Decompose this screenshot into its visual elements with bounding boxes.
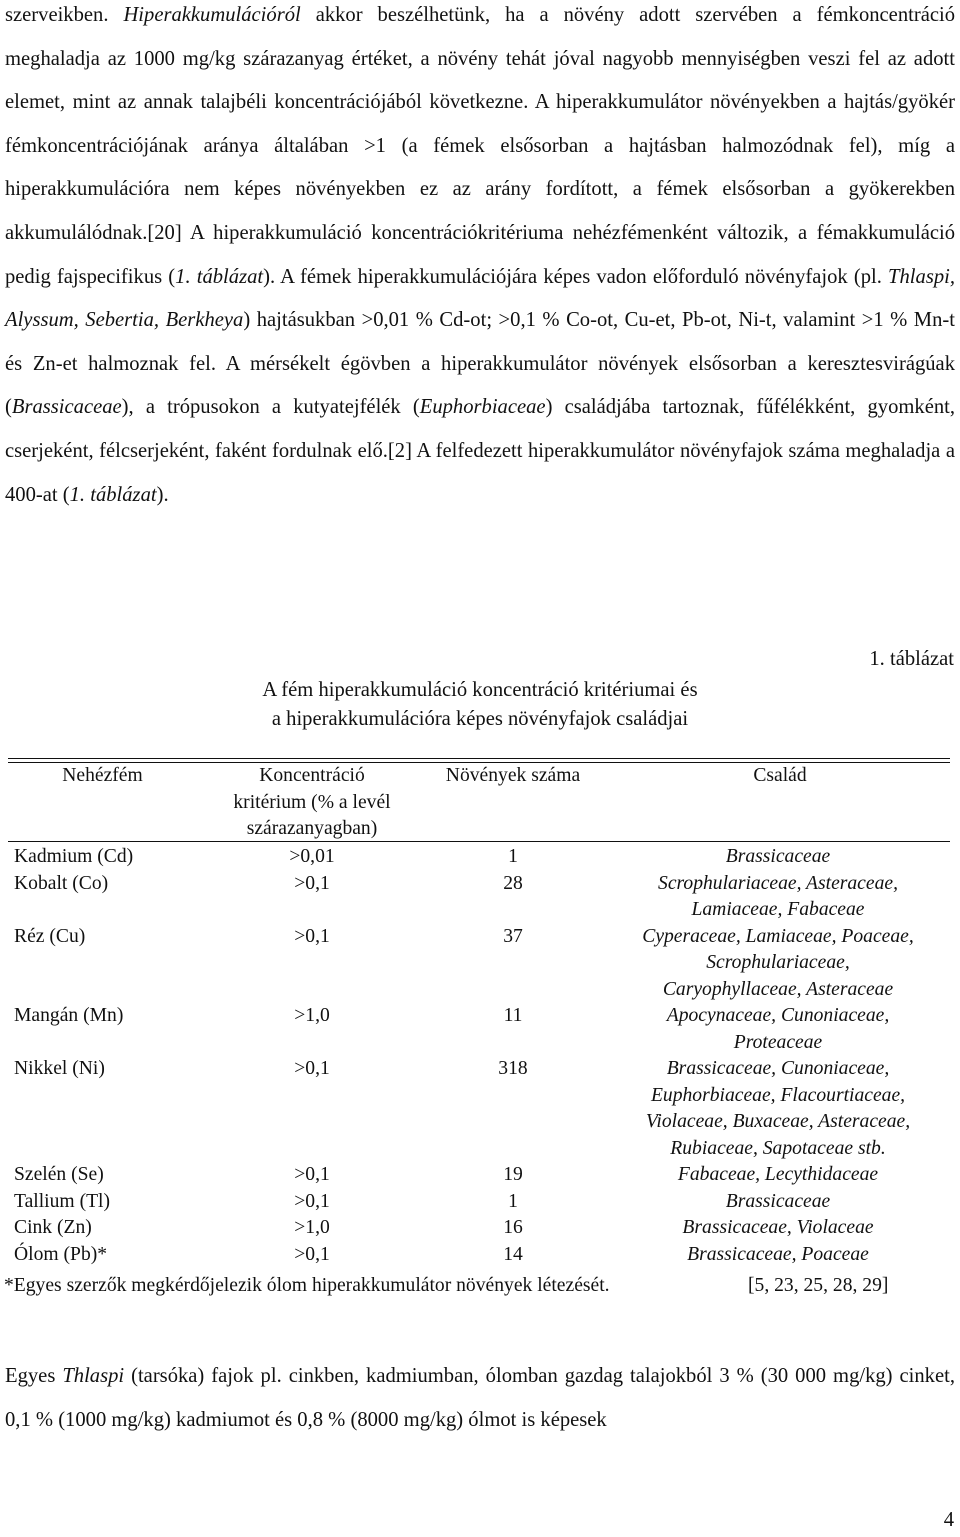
header-bottom-rule	[8, 841, 950, 842]
text-run: ).	[156, 483, 169, 506]
table-caption	[200, 676, 760, 734]
cell-metal: Szelén (Se)	[14, 1164, 104, 1185]
caption-line-2: a hiperakkumulációra képes növényfajok családjai	[271, 708, 689, 730]
cell-criterion: >1,0	[294, 1005, 330, 1026]
cell-family-line: Scrophulariaceae, Asteraceae,	[658, 872, 898, 894]
table-footnote: *Egyes szerzők megkérdőjelezik ólom hiperakkumulátor növények létezését.	[4, 1275, 610, 1296]
cell-family-line: Brassicaceae, Violaceae	[682, 1217, 874, 1238]
text-run: Egyes	[5, 1365, 63, 1387]
intro-paragraph	[5, 0, 955, 517]
header-count: Növények száma	[445, 765, 581, 786]
cell-family	[608, 924, 948, 1004]
cell-family	[608, 844, 948, 871]
cell-family-line: Scrophulariaceae,	[706, 952, 850, 973]
cell-criterion: >0,1	[294, 1058, 330, 1079]
cell-criterion: >0,01	[289, 846, 335, 867]
cell-family-line: Violaceae, Buxaceae, Asteraceae,	[645, 1111, 911, 1132]
cell-criterion: >1,0	[294, 1217, 330, 1238]
cell-criterion: >0,1	[294, 925, 330, 947]
cell-family-line: Brassicaceae, Cunoniaceae,	[666, 1058, 890, 1079]
cell-family-line: Lamiaceae, Fabaceae	[691, 899, 865, 920]
cell-family	[608, 1003, 948, 1056]
cell-metal: Tallium (Tl)	[14, 1190, 111, 1212]
cell-family-line: Apocynaceae, Cunoniaceae,	[666, 1005, 890, 1026]
cell-metal: Nikkel (Ni)	[14, 1058, 105, 1079]
header-criterion-line: Koncentráció	[259, 765, 365, 786]
cell-family-line: Proteaceae	[733, 1031, 823, 1053]
cell-metal: Kobalt (Co)	[14, 872, 109, 894]
cell-family-line: Cyperaceae, Lamiaceae, Poaceae,	[642, 925, 914, 947]
text-run: ), a trópusokon a kutyatejfélék (	[121, 396, 420, 419]
cell-count: 1	[508, 1190, 518, 1212]
header-metal: Nehézfém	[62, 765, 143, 786]
table-references: [5, 23, 25, 28, 29]	[748, 1275, 889, 1296]
text-run: akkor beszélhetünk, ha a növény adott szervében a fémkoncentráció meghaladja az 1000 mg/kg szárazanyag értéket, a növény tehát jóval nagyobb mennyiségben veszi fel az adott elemet, mint az annak talajbéli koncentrációjából következne. A hiperakkumulátor növényekben a hajtás/gyökér fémkoncentrációjának aránya általában >1 (a fémek elsősorban a hajtásban halmozódnak fel), míg a hiperakkumulációra nem képes növényekben ez az arány fordított, a fémek elsősorban a gyökerekben akkumulálódnak.[20] A hiperakkumuláció koncentrációkritériuma nehézfémenként változik, a fémakkumuláció pedig fajspecifikus (	[5, 4, 955, 288]
cell-family-line: Caryophyllaceae, Asteraceae	[662, 978, 894, 1000]
cell-count: 37	[503, 925, 523, 947]
page-number: 4	[943, 1509, 954, 1531]
caption-line-1: A fém hiperakkumuláció koncentráció kritériumai és	[262, 679, 698, 701]
cell-family	[608, 1189, 948, 1216]
table-reference: 1. táblázat	[69, 483, 157, 506]
cell-count: 11	[503, 1005, 523, 1026]
cell-family-line: Brassicaceae	[725, 846, 831, 867]
italic-genus: Thlaspi	[62, 1365, 125, 1387]
cell-family-line: Brassicaceae	[725, 1190, 831, 1212]
cell-criterion: >0,1	[294, 872, 330, 894]
text-run: (tarsóka) fajok pl. cinkben, kadmiumban, ólomban gazdag talajokból 3 % (30 000 mg/kg) cinket, 0,1 % (1000 mg/kg) kadmiumot és 0,8 % (8000 mg/kg) ólmot is képesek	[5, 1365, 955, 1431]
table-reference: 1. táblázat	[175, 265, 264, 288]
cell-criterion: >0,1	[294, 1190, 330, 1212]
cell-family-line: Euphorbiaceae, Flacourtiaceae,	[650, 1084, 906, 1106]
table-top-rule	[8, 758, 950, 759]
italic-family: Brassicaceae	[11, 396, 122, 419]
cell-family-line: Brassicaceae, Poaceae	[687, 1243, 869, 1265]
table-number: 1. táblázat	[869, 648, 954, 670]
cell-metal: Ólom (Pb)*	[14, 1243, 108, 1265]
cell-metal: Mangán (Mn)	[14, 1005, 124, 1026]
cell-metal: Cink (Zn)	[14, 1217, 92, 1238]
closing-paragraph	[5, 1355, 955, 1442]
header-family: Család	[753, 765, 807, 786]
text-run: ) családjába tartoznak, fűfélékként, gyomként, cserjeként, félcserjeként, faként fordulnak elő.[2] A felfedezett hiperakkumulátor növényfajok száma meghaladja a 400-at (	[5, 396, 955, 506]
cell-count: 318	[498, 1058, 528, 1079]
header-criterion-line: szárazanyagban)	[246, 818, 378, 839]
cell-count: 19	[503, 1164, 523, 1185]
cell-family	[608, 1242, 948, 1269]
italic-family: Euphorbiaceae	[419, 396, 546, 419]
header-criterion	[212, 763, 412, 843]
cell-metal: Réz (Cu)	[14, 925, 86, 947]
text-run: ) hajtásukban >0,01 % Cd-ot; >0,1 % Co-ot, Cu-et, Pb-ot, Ni-t, valamint >1 % Mn-t és Zn-et halmoznak fel. A mérsékelt égövben a hiperakkumulátor növények elsősorban a keresztesvirágúak (	[5, 309, 955, 419]
italic-genera: Thlaspi, Alyssum, Sebertia, Berkheya	[5, 265, 955, 332]
cell-criterion: >0,1	[294, 1243, 330, 1265]
cell-count: 16	[503, 1217, 523, 1238]
cell-family-line: Rubiaceae, Sapotaceae stb.	[670, 1137, 886, 1159]
header-criterion-line: kritérium (% a levél	[233, 791, 391, 813]
cell-family-line: Fabaceae, Lecythidaceae	[677, 1164, 879, 1185]
text-run: ). A fémek hiperakkumulációjára képes vadon előforduló növényfajok (pl.	[263, 265, 889, 288]
cell-count: 28	[503, 872, 523, 894]
cell-metal: Kadmium (Cd)	[14, 846, 134, 867]
text-run: szerveikben.	[5, 4, 124, 26]
cell-family	[608, 1162, 948, 1189]
cell-criterion: >0,1	[294, 1164, 330, 1185]
cell-family	[608, 871, 948, 924]
cell-family	[608, 1215, 948, 1242]
cell-count: 1	[508, 846, 518, 867]
cell-family	[608, 1056, 948, 1162]
italic-term: Hiperakkumulációról	[123, 4, 301, 26]
cell-count: 14	[503, 1243, 523, 1265]
